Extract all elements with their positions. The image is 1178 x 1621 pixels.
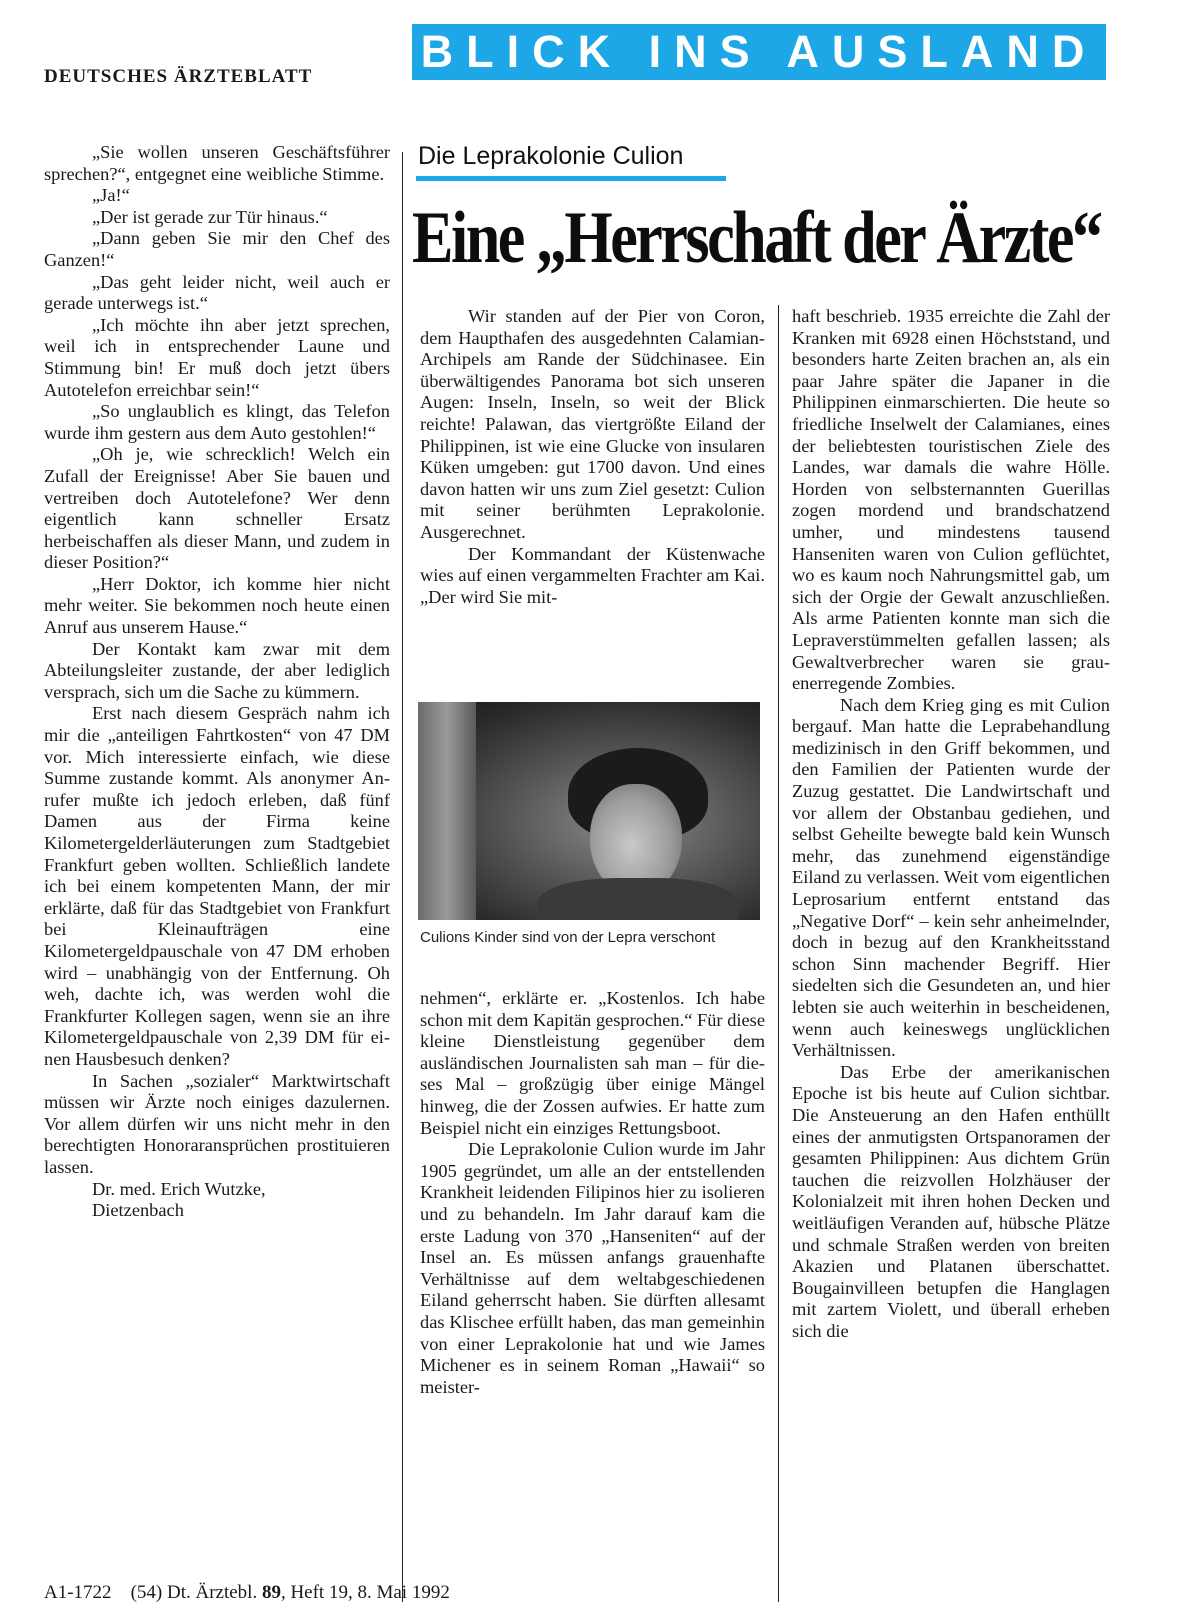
footer-issue: , Heft 19, 8. Mai 1992 [280, 1582, 450, 1603]
letter-paragraph: „Oh je, wie schrecklich! Welch ein Zufall der Ereignisse! Aber Sie bauen und vertreiben doch Autotelefone? Wer denn eigentlich kann schneller Ersatz herbeischaffen als dieser Mann, und zudem in dieser Position?“ [44, 444, 390, 573]
letter-paragraph: „Ja!“ [92, 185, 130, 206]
letter-paragraph: „Das geht leider nicht, weil auch er gerade unterwegs ist.“ [44, 271, 390, 314]
letter-paragraph: Erst nach diesem Gespräch nahm ich mir die „anteiligen Fahrtkosten“ von 47 DM vor. Mich interessierte einfach, wie diese Summe zustande kommt. Als anonymer Anrufer mußte ich jedoch erleben, daß fünf Damen aus der Firma keine Kilometergelderläuterungen zum Stadtgebiet Frankfurt geben wollten. Schließlich landete ich bei einem kompetenten Mann, der mir erklärte, daß für das Stadtgebiet von Frankfurt bei Kleinaufträgen eine Kilometergeldpauschale von 47 DM erhoben wird – unabhängig von der Entfernung. Oh weh, dachte ich, was werden wohl die Frankfurter Kollegen sagen, wenn sie an ihre Kilometergeldpauschale von 2,39 DM für einen Hausbesuch denken? [44, 703, 390, 1069]
letter-paragraph: „So unglaublich es klingt, das Telefon wurde ihm gestern aus dem Auto gestohlen!“ [44, 401, 390, 443]
letter-paragraph: In Sachen „sozialer“ Marktwirtschaft müssen wir Ärzte noch einiges dazulernen. Vor allem dürfen wir uns nicht mehr in den berechtigten Honoraransprüchen prostituieren lassen. [44, 1070, 390, 1177]
article-paragraph: Das Erbe der amerikanischen Epoche ist bis heute auf Culion sichtbar. Die Ansteuerung an den Hafen enthüllt eines der anmutigsten Ortspanoramen der gesamten Philippinen: Aus dichtem Grün tauchen die reizvollen Holzhäuser der Kolonialzeit mit ihren hohen Decken und weitläufigen Veranden auf, hübsche Plätze und schmale Straßen werden von breiten Akazien und Platanen überschattet. Bougainvilleen betupfen die Hanglagen mit zartem Violett, und überall erheben sich die [792, 1061, 1110, 1341]
child-photo [418, 702, 760, 920]
article-headline: Eine „Herrschaft der Ärzte“ [412, 197, 1101, 279]
photo-caption: Culions Kinder sind von der Lepra verschont [420, 929, 716, 946]
article-column-2-top [420, 306, 765, 608]
kicker-underline [416, 176, 726, 181]
footer-page-ref: (54) Dt. Ärztebl. [130, 1582, 258, 1603]
footer-page-code: A1-1722 [44, 1582, 112, 1603]
letter-location: Dietzenbach [92, 1200, 184, 1221]
letter-signature: Dr. med. Erich Wutzke, [92, 1178, 266, 1199]
article-paragraph: Wir standen auf der Pier von Coron, dem Haupthafen des ausgedehnten Calamian-Archipels am Rande der Südchinasee. Ein überwältigendes Panorama bot sich unseren Augen: Inseln, Inseln, so weit der Blick reichte! Palawan, das viertgrößte Eiland der Philippinen, ist wie eine Glucke von insularen Küken umgeben: gut 1700 davon. Und eines davon hatten wir uns zum Ziel gesetzt: Culion mit seiner berühmten Leprakolonie. Ausgerechnet. [420, 306, 765, 542]
column-divider [778, 305, 779, 1602]
article-paragraph: Nach dem Krieg ging es mit Culion bergauf. Man hatte die Leprabehandlung medizinisch in den Griff bekommen, und den Familien der Patienten wurde der Zuzug gestattet. Die Landwirtschaft und vor allem der Obstanbau gediehen, und selbst Geheilte bewegte bald kein Wunsch mehr, das zunehmend eigenständige Eiland zu verlassen. Weit vom eigentlichen Leprosarium entfernt entstand das „Negative Dorf“ – kein sehr anheimelnder, doch in bezug auf den Krankheitsstand schon Sinn machender Begriff. Hier siedelten sich die Gesundeten an, und hier lebten sie auch weiterhin in bescheidenen, wenn auch keineswegs unglücklichen Verhältnissen. [792, 694, 1110, 1061]
article-kicker: Die Leprakolonie Culion [418, 142, 684, 170]
letter-column [44, 142, 390, 1222]
letter-paragraph: „Sie wollen unseren Geschäftsführer sprechen?“, entgegnet eine weibliche Stimme. [44, 142, 390, 184]
letter-paragraph: „Ich möchte ihn aber jetzt sprechen, weil ich in entsprechender Laune und Stimmung bin! Er muß doch jetzt übers Autotelefon erreichbar sein!“ [44, 314, 390, 400]
article-column-2-bottom [420, 988, 765, 1398]
article-paragraph: haft beschrieb. 1935 erreichte die Zahl der Kranken mit 6928 einen Höchststand, und besonders harte Zeiten brachen an, als ein paar Jahre später die Japaner in die Philippinen einmarschierten. Die heute so friedliche Inselwelt der Calamianes, eines der beliebtesten touristischen Ziele des Landes, war damals die wahre Hölle. Horden von selbsternannten Guerillas zogen mordend und brandschatzend umher, und mindestens tausend Hanseniten waren von Culion geflüchtet, wo es kaum noch Nahrungsmittel gab, um sich der Orgie der Gewalt anzuschließen. Als arme Patienten konnte man sich die Lepraverstümmelten gefallen lassen; als Gewaltverbrecher waren sie grauenerregende Zombies. [792, 306, 1110, 694]
section-banner: BLICK INS AUSLAND [412, 24, 1106, 80]
photo-body [538, 878, 738, 920]
letter-paragraph: „Der ist gerade zur Tür hinaus.“ [92, 206, 328, 227]
article-paragraph: Die Leprakolonie Culion wurde im Jahr 1905 gegründet, um alle an der entstellenden Krankheit leidenden Filipinos hier zu isolieren und zu behandeln. Im Jahr darauf kam die erste Ladung von 370 „Hanseniten“ auf der Insel an. Es müssen anfangs grauenhafte Verhältnisse auf dem weltabgeschiedenen Eiland geherrscht haben. Sie dürften allesamt das Klischee erfüllt haben, das man gemeinhin von einer Leprakolonie hat und wie James Michener es in seinem Roman „Hawaii“ so meister- [420, 1139, 765, 1397]
letter-paragraph: Der Kontakt kam zwar mit dem Abteilungsleiter zustande, der aber lediglich versprach, sich um die Sache zu kümmern. [44, 638, 390, 702]
article-paragraph: Der Kommandant der Küstenwache wies auf einen vergammelten Frachter am Kai. „Der wird Sie mit- [420, 543, 765, 607]
page-footer [44, 1582, 450, 1604]
photo-post [418, 702, 476, 920]
footer-volume: 89 [261, 1582, 281, 1603]
article-paragraph: nehmen“, erklärte er. „Kostenlos. Ich habe schon mit dem Kapitän gesprochen.“ Für diese kleine Dienstleistung gegenüber dem ausländischen Journalisten sah man – für dieses Mal – großzügig über einige Mängel hinweg, die der Zossen aufwies. Er hatte zum Beispiel nicht ein einziges Rettungsboot. [420, 988, 765, 1138]
column-divider [402, 152, 403, 1602]
article-column-3 [792, 306, 1110, 1343]
letter-paragraph: „Herr Doktor, ich komme hier nicht mehr weiter. Sie bekommen noch heute einen Anruf aus unserem Hause.“ [44, 573, 390, 638]
letter-paragraph: „Dann geben Sie mir den Chef des Ganzen!“ [44, 228, 390, 270]
publication-name: DEUTSCHES ÄRZTEBLATT [44, 66, 313, 87]
